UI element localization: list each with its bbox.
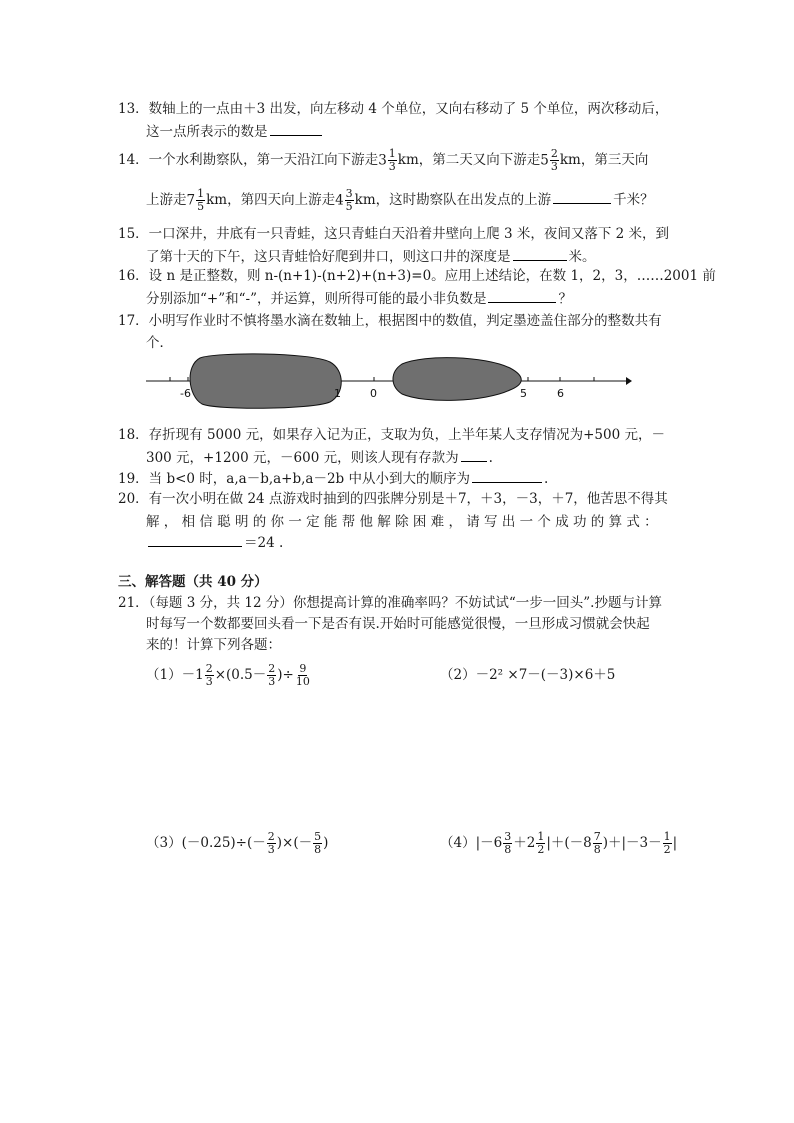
frac-den: 8 [504, 843, 512, 856]
q14-frac-3 [196, 188, 205, 213]
fraction [536, 831, 545, 856]
ink-blot-left [190, 354, 341, 408]
frac-num: 5 [314, 830, 322, 843]
frac-den: 3 [550, 160, 558, 173]
expr-text: (－0.25)÷(－ [181, 835, 266, 851]
expr-text: )＋|－3－ [602, 835, 662, 851]
frac-num: 1 [388, 147, 396, 160]
q15-answer-blank[interactable] [513, 246, 567, 261]
expr-text: －1 [181, 667, 204, 683]
frac-den: 8 [314, 843, 322, 856]
fraction [593, 831, 602, 856]
q14-frac-4 [345, 188, 354, 213]
q19-text: 19．当 b<0 时，a,a－b,a+b,a－2b 中从小到大的顺序为 [118, 471, 470, 487]
q21-part-4 [440, 828, 677, 858]
frac-num: 1 [197, 187, 205, 200]
expr-text: ×(0.5－ [214, 667, 267, 683]
q15-line-2 [146, 246, 596, 266]
q14-text-2d: 千米？ [613, 192, 654, 208]
number-line-figure [140, 350, 640, 412]
q18-line-1: 18．存折现有 5000 元，如果存入记为正，支取为负，上半年某人支存情况为+500 元，－ [118, 427, 665, 443]
part-label: （4） [440, 835, 476, 851]
section-3-title: 三、解答题（共 40 分） [118, 574, 268, 590]
expr-text: ＋2 [513, 835, 536, 851]
q18-text-end: . [488, 450, 493, 466]
frac-num: 2 [267, 830, 275, 843]
q14-frac1-int: 3 [378, 152, 387, 169]
ink-blot-right [393, 358, 521, 401]
q20-line-1: 20．有一次小明在做 24 点游戏时抽到的四张牌分别是＋7，＋3，－3，＋7，他苦思不得其 [118, 491, 668, 507]
q16-text-end: ？ [558, 291, 572, 307]
frac-num: 9 [299, 662, 307, 675]
q14-line-1 [118, 146, 648, 175]
frac-num: 7 [593, 830, 601, 843]
q21-part-3 [146, 828, 328, 858]
fraction [503, 831, 512, 856]
q14-line-2 [146, 186, 654, 215]
frac-num: 2 [550, 147, 558, 160]
expr-text: | [672, 835, 678, 851]
frac-num: 2 [268, 662, 276, 675]
tick-label-0: 0 [370, 387, 377, 400]
frac-den: 5 [345, 200, 353, 213]
frac-den: 3 [205, 675, 213, 688]
frac-den: 5 [197, 200, 205, 213]
fraction [205, 663, 214, 688]
frac-num: 3 [504, 830, 512, 843]
q18-line-2 [146, 447, 493, 467]
frac-den: 10 [295, 675, 310, 688]
frac-den: 3 [388, 160, 396, 173]
q16-answer-blank[interactable] [488, 288, 556, 303]
frac-num: 3 [345, 187, 353, 200]
q14-text-2b: km，第四天向上游走 [206, 192, 336, 208]
q14-frac4-int: 4 [335, 192, 344, 209]
part-label: （1） [146, 667, 182, 683]
expr-text: |－6 [475, 835, 503, 851]
fraction [267, 663, 276, 688]
q19-line-1 [118, 468, 548, 488]
q21-part-1 [146, 660, 312, 690]
frac-den: 3 [267, 843, 275, 856]
frac-den: 2 [537, 843, 545, 856]
q17-line-2: 个． [146, 335, 173, 351]
q17-line-1: 17．小明写作业时不慎将墨水滴在数轴上，根据图中的数值，判定墨迹盖住部分的整数共有 [118, 313, 662, 329]
q16-line-1: 16．设 n 是正整数，则 n-(n+1)-(n+2)+(n+3)=0。应用上述结论，在数 1，2，3，……2001 前 [118, 268, 716, 284]
tick-label-5: 5 [520, 387, 527, 400]
q21-line-2: 时每写一个数都要回头看一下是否有误.开始时可能感觉很慢，一旦形成习惯就会快起 [146, 616, 650, 632]
tick-label-6: 6 [557, 387, 564, 400]
q20-line-3 [146, 532, 283, 552]
q14-text-1a: 14．一个水利勘察队，第一天沿江向下游走 [118, 152, 379, 168]
q14-frac2-int: 5 [540, 152, 549, 169]
q13-line-2 [146, 121, 324, 141]
tick-label-1: 1 [334, 387, 341, 400]
part-label: （2） [440, 667, 476, 683]
q20-text-end: ＝24 . [244, 535, 284, 551]
tick-label-neg6: -6 [180, 387, 191, 400]
expr-text: －2² ×7－(－3)×6＋5 [475, 667, 616, 683]
expr-text: |＋(－8 [546, 835, 592, 851]
frac-num: 1 [663, 830, 671, 843]
expr-text: )×(－ [276, 835, 313, 851]
q14-text-2a: 上游走 [146, 192, 187, 208]
expr-text: )÷ [277, 667, 294, 683]
q13-answer-blank[interactable] [270, 121, 322, 136]
frac-num: 2 [205, 662, 213, 675]
q15-line-1: 15．一口深井，井底有一只青蛙，这只青蛙白天沿着井壁向上爬 3 米，夜间又落下 2 米，到 [118, 226, 670, 242]
q14-frac3-int: 7 [186, 192, 196, 209]
axis-arrow-icon [626, 377, 632, 385]
expr-text: ) [323, 835, 329, 851]
part-label: （3） [146, 835, 182, 851]
q13-line-1: 13．数轴上的一点由＋3 出发，向左移动 4 个单位，又向右移动了 5 个单位，两次移动后， [118, 101, 669, 117]
q18-answer-blank[interactable] [461, 447, 487, 462]
fraction [313, 831, 322, 856]
frac-num: 1 [537, 830, 545, 843]
q15-text: 了第十天的下午，这只青蛙恰好爬到井口，则这口井的深度是 [146, 249, 511, 265]
q20-line-2: 解 ， 相 信 聪 明 的 你 一 定 能 帮 他 解 除 困 难 ， 请 写 出 一 个 成 功 的 算 式 ： [146, 514, 658, 530]
q14-frac-2 [550, 148, 559, 173]
q14-text-2c: km，这时勘察队在出发点的上游 [354, 192, 552, 208]
q18-text: 300 元，+1200 元，－600 元，则该人现有存款为 [146, 450, 459, 466]
q13-text: 这一点所表示的数是 [146, 124, 268, 140]
q14-text-1b: km，第二天又向下游走 [397, 152, 541, 168]
q15-text-unit: 米。 [568, 249, 596, 265]
q19-answer-blank[interactable] [472, 468, 542, 483]
fraction [295, 663, 311, 688]
q14-text-1c: km，第三天向 [559, 152, 649, 168]
q16-text: 分别添加“+”和“-”，并运算，则所得可能的最小非负数是 [146, 291, 487, 307]
q19-text-end: . [544, 471, 549, 487]
q21-line-3: 来的！计算下列各题： [146, 637, 281, 653]
fraction [267, 831, 276, 856]
q20-answer-blank[interactable] [148, 532, 242, 547]
q16-line-2 [146, 288, 572, 308]
frac-den: 8 [593, 843, 601, 856]
q14-answer-blank[interactable] [553, 189, 611, 204]
frac-den: 2 [663, 843, 671, 856]
fraction [663, 831, 672, 856]
frac-den: 3 [268, 675, 276, 688]
q21-part-2 [440, 666, 615, 684]
q14-frac-1 [388, 148, 397, 173]
q21-line-1: 21．（每题 3 分，共 12 分）你想提高计算的准确率吗？不妨试试“一步一回头”.抄题与计算 [118, 595, 662, 611]
